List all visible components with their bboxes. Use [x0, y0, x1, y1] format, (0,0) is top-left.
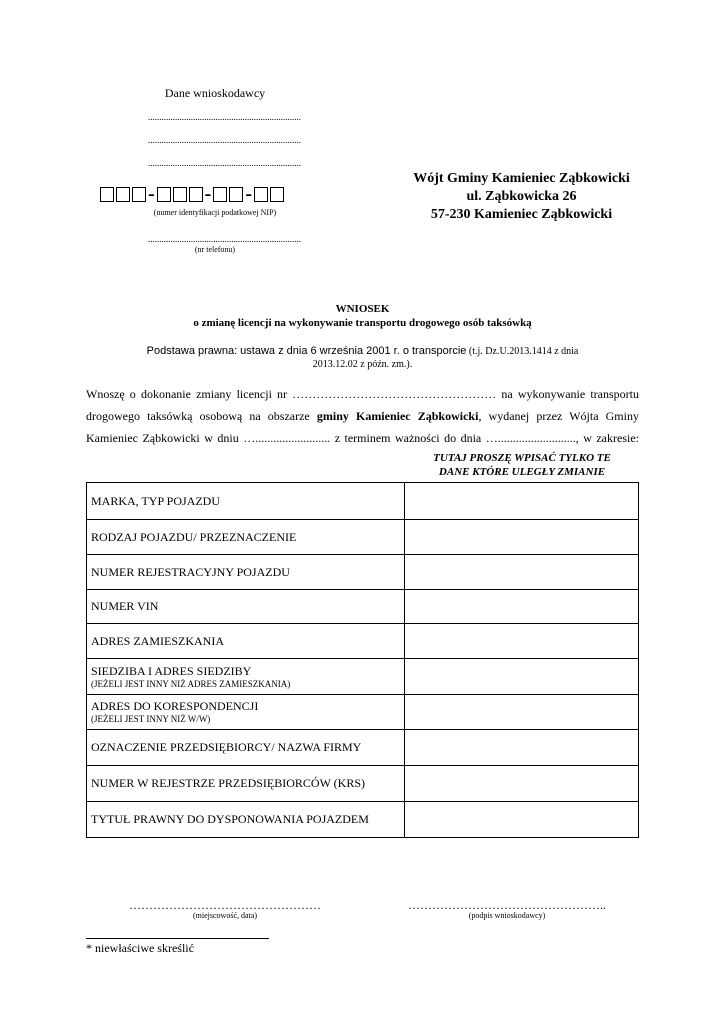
- field-sublabel: (JEŻELI JEST INNY NIŻ ADRES ZAMIESZKANIA): [91, 678, 291, 689]
- table-row: [87, 520, 639, 555]
- recipient-line-3: 57-230 Kamieniec Ząbkowicki: [430, 207, 613, 222]
- recipient-line-1: Wójt Gminy Kamieniec Ząbkowicki: [413, 171, 630, 186]
- field-value-cell[interactable]: [405, 730, 639, 766]
- field-label-cell: [87, 659, 405, 695]
- field-value-cell[interactable]: [405, 520, 639, 555]
- field-label: NUMER W REJESTRZE PRZEDSIĘBIORCÓW (KRS): [91, 776, 366, 790]
- signature-caption: (podpis wnioskodawcy): [468, 911, 546, 920]
- field-label: ADRES ZAMIESZKANIA: [91, 633, 224, 648]
- applicant-line-1[interactable]: ....................................................................: [148, 112, 301, 122]
- field-label-cell: [87, 520, 405, 555]
- nip-caption: (numer identyfikacji podatkowej NIP): [153, 208, 277, 217]
- nip-dash: -: [204, 182, 212, 205]
- recipient-block: [380, 170, 663, 224]
- field-label: NUMER VIN: [91, 599, 159, 613]
- table-row: [87, 555, 639, 590]
- table-row: [87, 590, 639, 624]
- nip-box[interactable]: [229, 187, 243, 202]
- footnote-rule: [86, 938, 269, 939]
- doc-subtitle: o zmianę licencji na wykonywanie transportu drogowego osób taksówką: [193, 317, 532, 329]
- nip-box[interactable]: [270, 187, 284, 202]
- table-row: [87, 802, 639, 838]
- field-label: NUMER REJESTRACYJNY POJAZDU: [91, 564, 290, 579]
- table-row: [87, 659, 639, 695]
- legal-basis-line-2: 2013.12.02 z późn. zm.).: [312, 359, 413, 370]
- table-row: [87, 730, 639, 766]
- field-value-cell[interactable]: [405, 590, 639, 624]
- nip-box[interactable]: [100, 187, 114, 202]
- field-label-cell: [87, 766, 405, 802]
- field-value-cell[interactable]: [405, 624, 639, 659]
- field-sublabel: (JEŻELI JEST INNY NIŻ W/W): [91, 714, 211, 724]
- nip-boxes[interactable]: [100, 182, 340, 205]
- field-value-cell[interactable]: [405, 695, 639, 730]
- field-value-cell[interactable]: [405, 555, 639, 590]
- nip-box[interactable]: [189, 187, 203, 202]
- applicant-heading: Dane wnioskodawcy: [164, 86, 266, 100]
- phone-line[interactable]: ....................................................................: [148, 234, 301, 244]
- request-line-3: Kamieniec Ząbkowicki w dniu …......................... z terminem ważności do dnia ….........................., w zakresie:: [86, 431, 639, 445]
- field-label-cell: [87, 802, 405, 838]
- place-date-caption: (miejscowość, data): [193, 911, 257, 920]
- nip-box[interactable]: [213, 187, 227, 202]
- legal-basis-main: Podstawa prawna: ustawa z dnia 6 września 2001 r. o transporcie: [146, 345, 467, 357]
- request-text: drogowego taksówką osobową na obszarze: [86, 409, 317, 423]
- field-value-cell[interactable]: [405, 659, 639, 695]
- field-value-cell[interactable]: [405, 766, 639, 802]
- instruction-line-1: TUTAJ PROSZĘ WPISAĆ TYLKO TE: [433, 452, 611, 464]
- field-label: TYTUŁ PRAWNY DO DYSPONOWANIA POJAZDEM: [91, 812, 369, 826]
- request-area: gminy Kamieniec Ząbkowicki: [316, 409, 479, 423]
- field-value-cell[interactable]: [405, 802, 639, 838]
- legal-basis: [86, 345, 639, 357]
- nip-box[interactable]: [254, 187, 268, 202]
- doc-title: WNIOSEK: [335, 303, 390, 315]
- nip-box[interactable]: [116, 187, 130, 202]
- field-label: RODZAJ POJAZDU/ PRZEZNACZENIE: [91, 529, 297, 544]
- nip-box[interactable]: [132, 187, 146, 202]
- instruction-line-2: DANE KTÓRE ULEGŁY ZMIANIE: [438, 466, 606, 478]
- table-row: [87, 624, 639, 659]
- table-row: [87, 695, 639, 730]
- footnote: * niewłaściwe skreślić: [86, 941, 194, 955]
- field-label: OZNACZENIE PRZEDSIĘBIORCY/ NAZWA FIRMY: [91, 740, 362, 754]
- field-label: SIEDZIBA I ADRES SIEDZIBY: [91, 663, 252, 678]
- request-paragraph: [86, 383, 639, 449]
- request-line-1: Wnoszę o dokonanie zmiany licencji nr …………………………………………… na wykonywanie transportu: [86, 387, 639, 401]
- nip-dash: -: [245, 182, 253, 205]
- instruction-note: [405, 451, 639, 479]
- phone-caption: (nr telefonu): [194, 245, 236, 254]
- recipient-line-2: ul. Ząbkowicka 26: [466, 189, 577, 204]
- nip-dash: -: [148, 182, 155, 205]
- field-label-cell: [87, 624, 405, 659]
- request-line-2: [86, 405, 639, 427]
- signature-line[interactable]: …………………………………………..: [408, 898, 606, 912]
- nip-box[interactable]: [157, 187, 171, 202]
- applicant-line-3[interactable]: ....................................................................: [148, 158, 301, 168]
- table-row: [87, 766, 639, 802]
- request-text: , wydanej przez Wójta Gminy: [478, 409, 639, 423]
- field-label-cell: [87, 483, 405, 520]
- field-label-cell: [87, 695, 405, 730]
- field-label: ADRES DO KORESPONDENCJI: [91, 699, 259, 713]
- field-label-cell: [87, 590, 405, 624]
- field-label-cell: [87, 555, 405, 590]
- place-date-line[interactable]: …………………………………………: [129, 898, 321, 912]
- nip-box[interactable]: [173, 187, 187, 202]
- change-table: [86, 482, 639, 838]
- field-label-cell: [87, 730, 405, 766]
- applicant-line-2[interactable]: ....................................................................: [148, 135, 301, 145]
- field-value-cell[interactable]: [405, 483, 639, 520]
- legal-basis-ref: (t.j. Dz.U.2013.1414 z dnia: [466, 346, 579, 357]
- field-label: MARKA, TYP POJAZDU: [91, 493, 221, 508]
- table-row: [87, 483, 639, 520]
